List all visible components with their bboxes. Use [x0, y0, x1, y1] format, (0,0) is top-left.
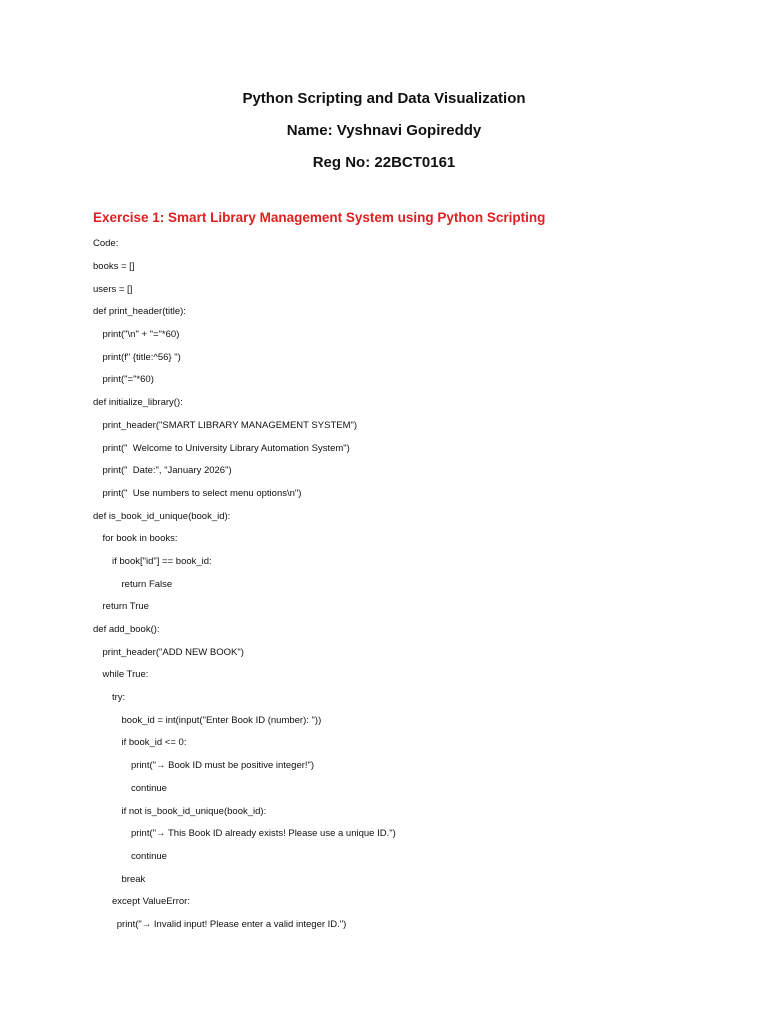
code-line: print_header("ADD NEW BOOK")	[102, 646, 244, 658]
code-line: def initialize_library():	[93, 397, 183, 409]
code-line: if not is_book_id_unique(book_id):	[121, 805, 267, 817]
code-line: return True	[102, 601, 149, 613]
code-line: return False	[121, 578, 173, 590]
code-line: print_header("SMART LIBRARY MANAGEMENT SYSTEM")	[102, 419, 358, 431]
code-line: print("="*60)	[102, 374, 154, 386]
code-line: books = []	[93, 261, 135, 272]
code-line: while True:	[102, 669, 149, 681]
code-line: print(" Welcome to University Library Automation System")	[102, 442, 350, 454]
code-line: def is_book_id_unique(book_id):	[93, 510, 231, 522]
code-line: break	[121, 873, 146, 885]
code-line: print("→ Invalid input! Please enter a valid integer ID.")	[116, 918, 347, 930]
code-block	[93, 261, 733, 942]
registration-number: Reg No: 22BCT0161	[312, 154, 456, 171]
code-line: print(f" {title:^56} ")	[102, 351, 181, 363]
exercise-heading: Exercise 1: Smart Library Management System using Python Scripting	[93, 210, 546, 225]
code-line: if book["id"] == book_id:	[112, 555, 212, 567]
code-label: Code:	[93, 238, 119, 249]
code-line: if book_id <= 0:	[121, 737, 187, 749]
code-line: print("→ This Book ID already exists! Please use a unique ID.")	[131, 828, 396, 840]
student-name: Name: Vyshnavi Gopireddy	[286, 122, 482, 139]
code-line: continue	[131, 782, 167, 794]
code-line: for book in books:	[102, 533, 178, 545]
code-line: try:	[112, 692, 126, 704]
code-line: def print_header(title):	[93, 306, 186, 318]
code-line: continue	[131, 850, 167, 862]
code-line: book_id = int(input("Enter Book ID (number): "))	[121, 714, 322, 726]
code-line: users = []	[93, 283, 133, 295]
code-line: print(" Use numbers to select menu options\n")	[102, 487, 302, 499]
code-line: print("→ Book ID must be positive integer!")	[131, 760, 315, 772]
code-line: def add_book():	[93, 624, 160, 635]
code-line: print(" Date:", "January 2026")	[102, 465, 232, 477]
course-title: Python Scripting and Data Visualization	[242, 90, 526, 107]
code-line: except ValueError:	[112, 896, 190, 908]
code-line: print("\n" + "="*60)	[102, 329, 180, 341]
